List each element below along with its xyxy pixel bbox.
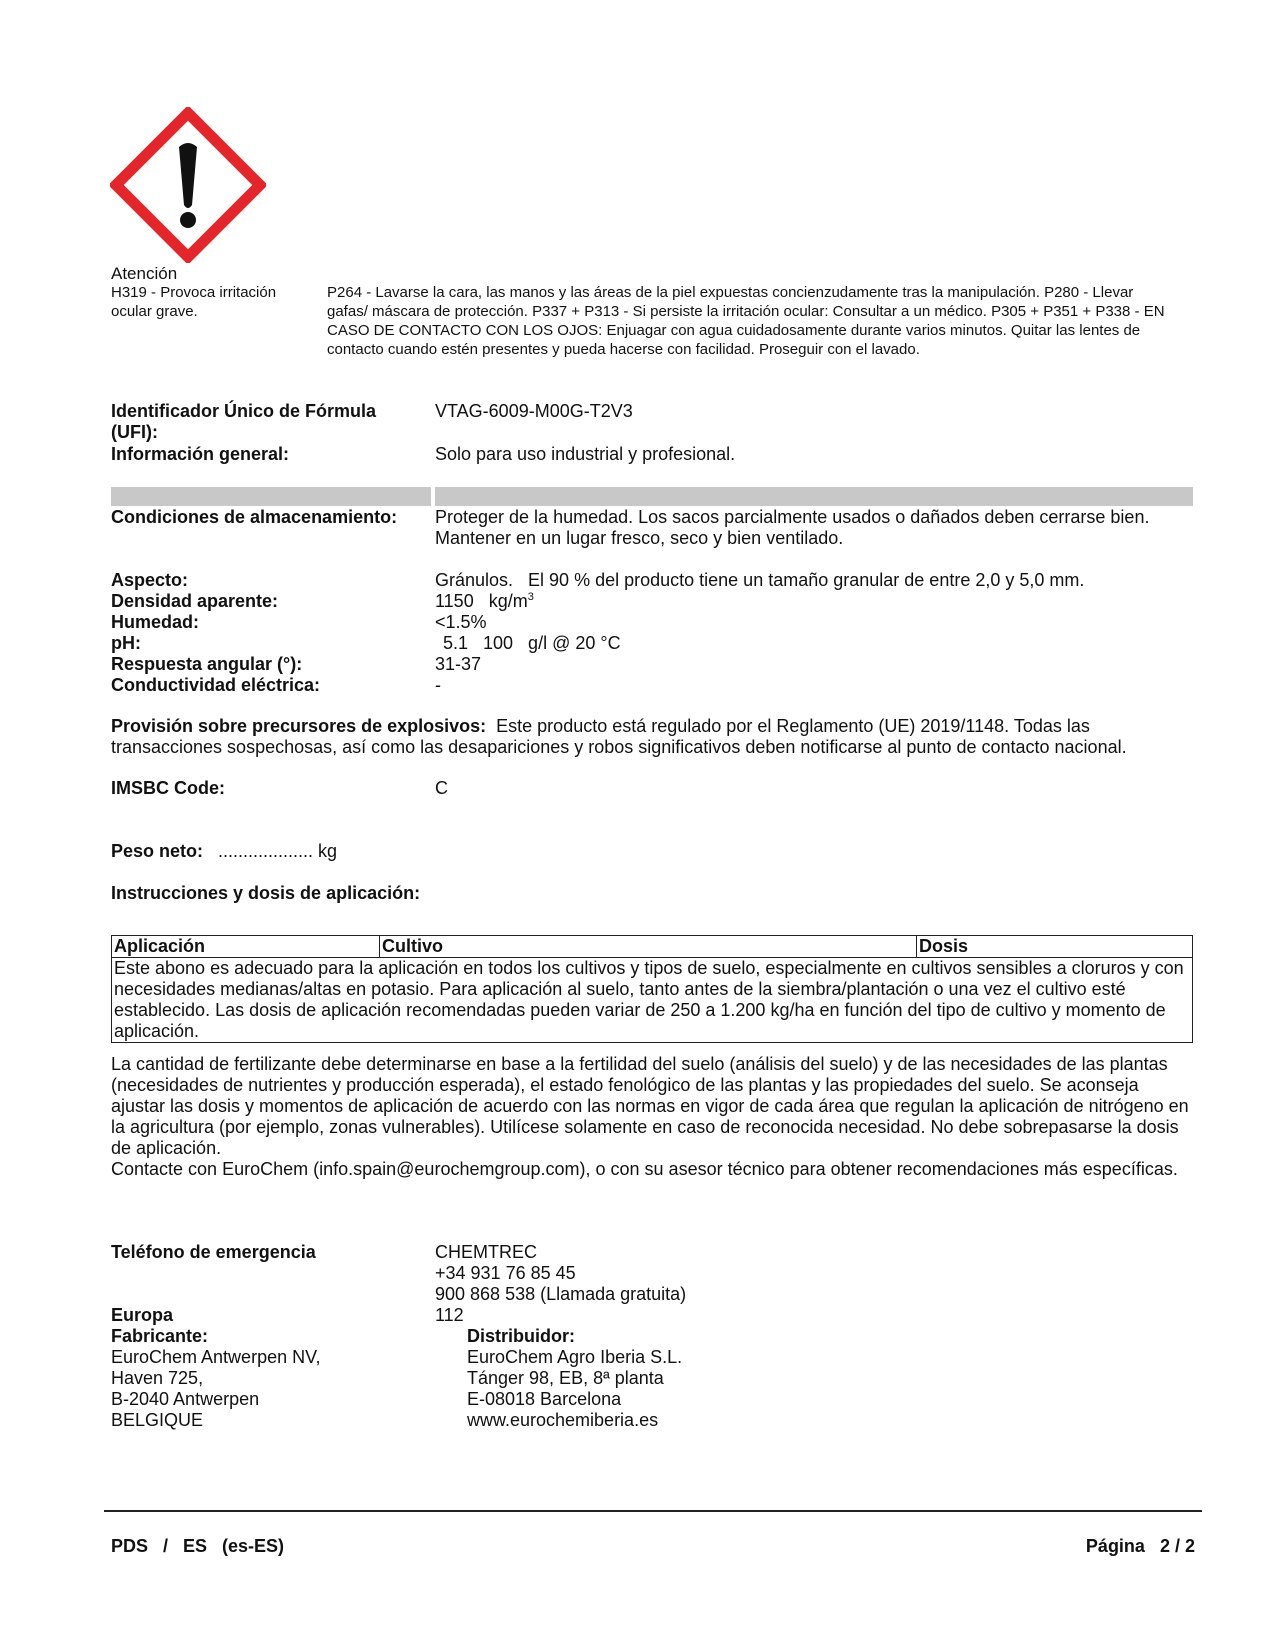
angular-value: 31-37 xyxy=(435,654,482,674)
application-dose-table xyxy=(111,935,1193,1043)
net-weight-label: Peso neto: xyxy=(111,841,204,861)
ph-label: pH: xyxy=(111,633,141,653)
page-label: Página xyxy=(1085,1536,1145,1556)
explosives-text-line2: transacciones sospechosas, así como las desapariciones y robos significativos deben notificarse al punto de contacto nacional. xyxy=(111,737,1127,757)
distributor-website: www.eurochemiberia.es xyxy=(467,1410,659,1430)
section-divider-band xyxy=(111,487,1193,506)
explosives-label: Provisión sobre precursores de explosivos: xyxy=(111,716,487,736)
page-value: 2 / 2 xyxy=(1159,1536,1195,1556)
manufacturer-line: B-2040 Antwerpen xyxy=(111,1389,260,1409)
emergency-phone: +34 931 76 85 45 xyxy=(435,1263,576,1283)
table-header-aplicacion: Aplicación xyxy=(112,936,380,958)
aspecto-value: Gránulos. El 90 % del producto tiene un tamaño granular de entre 2,0 y 5,0 mm. xyxy=(435,570,1085,590)
net-weight xyxy=(111,841,337,862)
distributor-line: EuroChem Agro Iberia S.L. xyxy=(467,1347,683,1367)
distributor-label: Distribuidor: xyxy=(467,1326,575,1346)
densidad-exponent: 3 xyxy=(527,591,534,603)
contact-paragraph: Contacte con EuroChem (info.spain@eurochemgroup.com), o con su asesor técnico para obtener recomendaciones más específicas. xyxy=(111,1159,1178,1179)
humedad-value: <1.5% xyxy=(435,612,487,632)
explosives-text-line1: Este producto está regulado por el Reglamento (UE) 2019/1148. Todas las xyxy=(496,716,1090,736)
imsbc-label: IMSBC Code: xyxy=(111,778,225,798)
manufacturer-line: BELGIQUE xyxy=(111,1410,204,1430)
ufi-value: VTAG-6009-M00G-T2V3 xyxy=(435,401,633,421)
footer-divider xyxy=(104,1510,1202,1512)
ph-value: 5.1 100 g/l @ 20 °C xyxy=(443,633,621,653)
ufi-label: Identificador Único de Fórmula (UFI): xyxy=(111,401,377,442)
densidad-number: 1150 kg/m xyxy=(435,591,528,611)
table-header-dosis: Dosis xyxy=(917,936,1193,958)
storage-label: Condiciones de almacenamiento: xyxy=(111,507,398,527)
fertilizer-paragraph: La cantidad de fertilizante debe determinarse en base a la fertilidad del suelo (análisis del suelo) y de las necesidades de las plantas (necesidades de nutrientes y producción esperada), el estado fenológico de las plantas y las propiedades del suelo. Se aconseja ajustar las dosis y momentos de aplicación de acuerdo con las normas en vigor de cada área que regulan la aplicación de nitrógeno en la agricultura (por ejemplo, zonas vulnerables). Utilícese solamente en caso de reconocida necesidad. No debe sobrepasarse la dosis de aplicación. xyxy=(111,1054,1189,1158)
conductividad-value: - xyxy=(435,675,441,695)
exclamation-mark-hazard-icon xyxy=(110,107,266,263)
humedad-label: Humedad: xyxy=(111,612,200,632)
europe-value: 112 xyxy=(435,1305,464,1325)
h-statement: H319 - Provoca irritación ocular grave. xyxy=(111,284,277,320)
distributor-line: Tánger 98, EB, 8ª planta xyxy=(467,1368,664,1388)
conductividad-label: Conductividad eléctrica: xyxy=(111,675,321,695)
distributor-line: E-08018 Barcelona xyxy=(467,1389,622,1409)
net-weight-value: ................... kg xyxy=(218,841,338,861)
densidad-label: Densidad aparente: xyxy=(111,591,279,611)
angular-label: Respuesta angular (°): xyxy=(111,654,303,674)
footer-document-code: PDS / ES (es-ES) xyxy=(111,1536,285,1556)
table-header-cultivo: Cultivo xyxy=(380,936,917,958)
densidad-value xyxy=(435,591,534,612)
general-info-value: Solo para uso industrial y profesional. xyxy=(435,444,736,464)
storage-value: Proteger de la humedad. Los sacos parcialmente usados o dañados deben cerrarse bien. Mantener en un lugar fresco, seco y bien ventilado. xyxy=(435,507,1150,548)
manufacturer-line: EuroChem Antwerpen NV, xyxy=(111,1347,321,1367)
table-header-row xyxy=(112,936,1193,958)
p-statements: P264 - Lavarse la cara, las manos y las áreas de la piel expuestas concienzudamente tras la manipulación. P280 - Llevar gafas/ máscara de protección. P337 + P313 - Si persiste la irritación ocular: Consultar a un médico. P305 + P351 + P338 - EN CASO DE CONTACTO CON LOS OJOS: Enjuagar con agua cuidadosamente durante varios minutos. Quitar las lentes de contacto cuando estén presentes y pueda hacerse con facilidad. Proseguir con el lavado. xyxy=(327,284,1165,358)
general-info-label: Información general: xyxy=(111,444,290,464)
emergency-service: CHEMTREC xyxy=(435,1242,537,1262)
aspecto-label: Aspecto: xyxy=(111,570,189,590)
explosives-provision xyxy=(111,716,1201,758)
table-cell-application-text: Este abono es adecuado para la aplicación en todos los cultivos y tipos de suelo, especialmente en cultivos sensibles a cloruros y con necesidades medianas/altas en potasio. Para aplicación al suelo, tanto antes de la siembra/plantación o una vez el cultivo esté establecido. Las dosis de aplicación recomendadas pueden variar de 250 a 1.200 kg/ha en función del tipo de cultivo y momento de aplicación. xyxy=(112,958,1193,1043)
application-heading: Instrucciones y dosis de aplicación: xyxy=(111,883,421,903)
table-row xyxy=(112,958,1193,1043)
imsbc-value: C xyxy=(435,778,448,798)
footer-page-number xyxy=(1086,1536,1195,1557)
emergency-free-phone: 900 868 538 (Llamada gratuita) xyxy=(435,1284,687,1304)
manufacturer-line: Haven 725, xyxy=(111,1368,204,1388)
emergency-label: Teléfono de emergencia xyxy=(111,1242,316,1262)
manufacturer-label: Fabricante: xyxy=(111,1326,209,1346)
signal-word: Atención xyxy=(111,264,178,283)
europe-label: Europa xyxy=(111,1305,174,1325)
